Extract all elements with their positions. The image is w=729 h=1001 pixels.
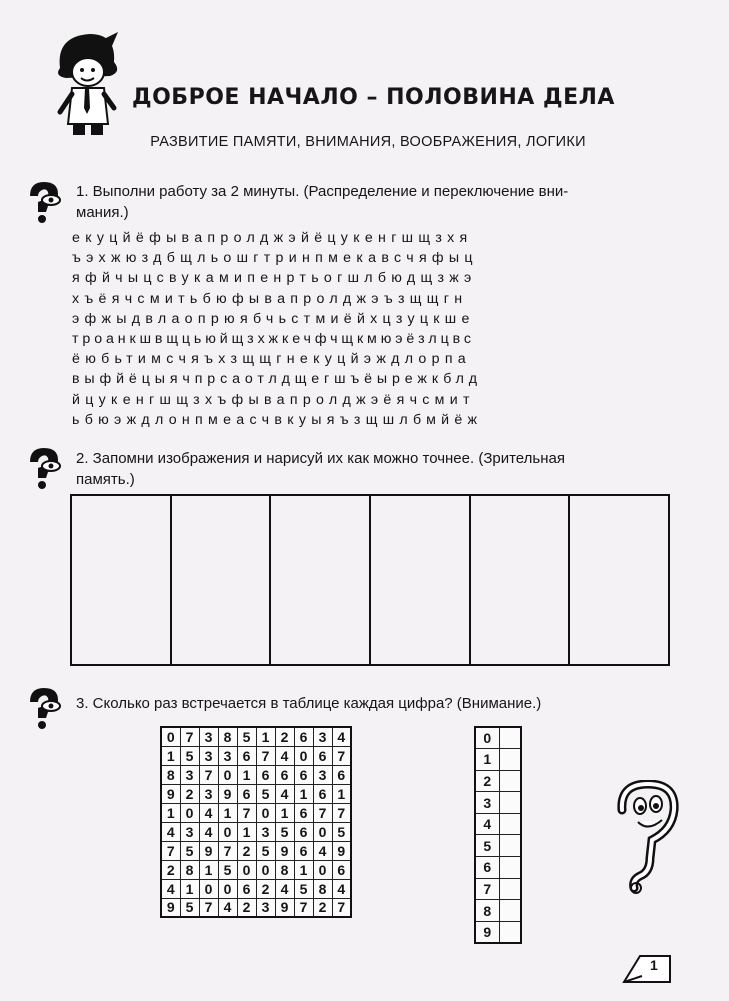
digit-label: 0	[475, 727, 499, 749]
digit-cell: 2	[180, 784, 199, 803]
digit-cell: 7	[313, 803, 332, 822]
digit-cell: 6	[332, 860, 351, 879]
digit-cell: 6	[294, 841, 313, 860]
digit-cell: 5	[180, 746, 199, 765]
digit-label: 3	[475, 792, 499, 814]
letter-row: ьбюэждлонпмеасчвкуыяъзщшлбмйёж	[72, 411, 483, 428]
task-2-instruction	[76, 448, 676, 490]
digit-cell: 3	[313, 765, 332, 784]
count-row	[475, 835, 521, 857]
digit-cell: 8	[180, 860, 199, 879]
digit-cell: 2	[237, 898, 256, 917]
digit-label: 5	[475, 835, 499, 857]
digit-cell: 3	[218, 746, 237, 765]
digit-cell: 6	[294, 765, 313, 784]
digit-row	[161, 803, 351, 822]
digit-cell: 7	[294, 898, 313, 917]
digit-cell: 6	[237, 746, 256, 765]
digit-cell: 4	[313, 841, 332, 860]
digit-cell: 9	[161, 784, 180, 803]
digit-cell: 0	[256, 860, 275, 879]
digit-cell: 1	[218, 803, 237, 822]
letter-row: екуцйёфывапролджэйёцукенгшщзхя	[72, 230, 473, 246]
digit-row	[161, 860, 351, 879]
digit-cell: 4	[332, 727, 351, 746]
digit-cell: 4	[275, 784, 294, 803]
letter-row: хъёячсмитьбюфывапролджэъзщщгн	[72, 290, 468, 307]
digit-count-table	[474, 726, 522, 944]
digit-cell: 0	[256, 803, 275, 822]
digit-cell: 0	[218, 879, 237, 898]
digit-row	[161, 879, 351, 898]
drawing-boxes	[70, 494, 670, 666]
question-eye-icon	[24, 180, 64, 224]
digit-cell: 9	[218, 784, 237, 803]
count-row	[475, 792, 521, 814]
digit-cell: 7	[199, 765, 218, 784]
task-2-line-1: 2. Запомни изображения и нарисуй их как можно точнее. (Зрительная	[76, 450, 565, 467]
digit-cell: 0	[237, 860, 256, 879]
digit-cell: 5	[180, 898, 199, 917]
digit-row	[161, 784, 351, 803]
count-answer-cell[interactable]	[499, 813, 521, 835]
digit-cell: 8	[275, 860, 294, 879]
question-character-icon	[612, 780, 682, 896]
digit-cell: 6	[332, 765, 351, 784]
digit-label: 7	[475, 878, 499, 900]
count-answer-cell[interactable]	[499, 921, 521, 943]
count-row	[475, 813, 521, 835]
digit-cell: 2	[161, 860, 180, 879]
digit-cell: 0	[218, 822, 237, 841]
count-answer-cell[interactable]	[499, 900, 521, 922]
digit-cell: 7	[332, 803, 351, 822]
digit-cell: 7	[332, 746, 351, 765]
digit-cell: 5	[294, 879, 313, 898]
drawing-box[interactable]	[172, 496, 272, 664]
count-answer-cell[interactable]	[499, 878, 521, 900]
digit-cell: 0	[294, 746, 313, 765]
digit-cell: 5	[275, 822, 294, 841]
digit-cell: 5	[256, 841, 275, 860]
digit-cell: 7	[332, 898, 351, 917]
digit-cell: 5	[256, 784, 275, 803]
digit-cell: 1	[199, 860, 218, 879]
digit-cell: 4	[218, 898, 237, 917]
digit-cell: 6	[237, 784, 256, 803]
digit-label: 2	[475, 770, 499, 792]
digit-row	[161, 841, 351, 860]
letter-row: выфйёцыячпрсаотлдщегшъёырежкблд	[72, 371, 482, 388]
digit-row	[161, 765, 351, 784]
digit-cell: 8	[161, 765, 180, 784]
drawing-box[interactable]	[471, 496, 571, 664]
digit-cell: 4	[161, 822, 180, 841]
drawing-box[interactable]	[72, 496, 172, 664]
digit-cell: 6	[313, 784, 332, 803]
letter-row: ёюбьтимсчяъхзщщгнекуцйэждлорпа	[72, 351, 471, 368]
letter-row: яфйчыцсвукамипенртьогшлбюдщзжэ	[72, 270, 477, 287]
count-answer-cell[interactable]	[499, 749, 521, 771]
digit-cell: 1	[161, 746, 180, 765]
digit-cell: 1	[237, 822, 256, 841]
digit-cell: 1	[161, 803, 180, 822]
digit-cell: 0	[313, 860, 332, 879]
digit-cell: 4	[161, 879, 180, 898]
digit-cell: 1	[237, 765, 256, 784]
digit-cell: 5	[237, 727, 256, 746]
digit-cell: 7	[180, 727, 199, 746]
digit-row	[161, 898, 351, 917]
count-row	[475, 770, 521, 792]
digit-cell: 1	[256, 727, 275, 746]
digit-cell: 2	[256, 879, 275, 898]
count-row	[475, 857, 521, 879]
digit-cell: 9	[275, 841, 294, 860]
digit-label: 9	[475, 921, 499, 943]
digit-cell: 0	[313, 822, 332, 841]
digit-cell: 0	[218, 765, 237, 784]
count-row	[475, 878, 521, 900]
page-number-flag	[622, 952, 672, 986]
digit-cell: 4	[275, 746, 294, 765]
task-1-line-1: 1. Выполни работу за 2 минуты. (Распределение и переключение вни-	[76, 183, 569, 200]
digit-cell: 5	[180, 841, 199, 860]
question-eye-icon	[24, 686, 64, 730]
digit-cell: 2	[313, 898, 332, 917]
question-eye-icon	[24, 446, 64, 490]
digit-cell: 9	[199, 841, 218, 860]
digit-cell: 3	[256, 898, 275, 917]
digit-cell: 3	[180, 765, 199, 784]
page-title: ДОБРОЕ НАЧАЛО – ПОЛОВИНА ДЕЛА	[132, 85, 615, 110]
count-answer-cell[interactable]	[499, 770, 521, 792]
digit-cell: 6	[237, 879, 256, 898]
count-row	[475, 921, 521, 943]
digit-cell: 2	[237, 841, 256, 860]
digit-row	[161, 822, 351, 841]
digit-cell: 6	[313, 746, 332, 765]
digit-label: 6	[475, 857, 499, 879]
boy-mascot-icon	[52, 28, 122, 138]
digit-cell: 1	[294, 784, 313, 803]
digit-cell: 1	[180, 879, 199, 898]
digit-cell: 6	[275, 765, 294, 784]
digit-cell: 9	[161, 898, 180, 917]
task-3-instruction: 3. Сколько раз встречается в таблице каждая цифра? (Внимание.)	[76, 695, 542, 712]
count-answer-cell[interactable]	[499, 727, 521, 749]
task-1-line-2: мания.)	[76, 204, 129, 221]
digit-cell: 6	[294, 727, 313, 746]
count-answer-cell[interactable]	[499, 857, 521, 879]
digit-cell: 8	[218, 727, 237, 746]
digit-cell: 7	[218, 841, 237, 860]
drawing-box[interactable]	[570, 496, 668, 664]
drawing-box[interactable]	[371, 496, 471, 664]
digit-cell: 4	[199, 822, 218, 841]
digit-cell: 3	[313, 727, 332, 746]
digit-cell: 3	[199, 727, 218, 746]
digit-cell: 3	[256, 822, 275, 841]
count-row	[475, 727, 521, 749]
page-number: 1	[650, 957, 658, 973]
digit-cell: 2	[275, 727, 294, 746]
digit-cell: 7	[199, 898, 218, 917]
digit-cell: 5	[332, 822, 351, 841]
digit-cell: 0	[180, 803, 199, 822]
digit-cell: 9	[275, 898, 294, 917]
digit-cell: 8	[313, 879, 332, 898]
letter-row: троанкшвщцьюйщзхжкечфчщкмюэёзлцвс	[72, 330, 475, 347]
digit-cell: 1	[275, 803, 294, 822]
digit-cell: 3	[199, 746, 218, 765]
digit-cell: 4	[275, 879, 294, 898]
letter-row: йцукенгшщзхъфывапролджэёячсмит	[72, 391, 475, 408]
task-2-line-2: память.)	[76, 471, 135, 488]
count-row	[475, 900, 521, 922]
digit-label: 4	[475, 813, 499, 835]
drawing-box[interactable]	[271, 496, 371, 664]
count-row	[475, 749, 521, 771]
digit-cell: 4	[199, 803, 218, 822]
digit-cell: 5	[218, 860, 237, 879]
digit-cell: 3	[199, 784, 218, 803]
count-answer-cell[interactable]	[499, 792, 521, 814]
digit-cell: 6	[294, 803, 313, 822]
letter-row: ъэхжюздбщльошгтринпмекавсчяфыц	[72, 250, 478, 267]
digit-label: 8	[475, 900, 499, 922]
task-1-instruction	[76, 181, 676, 223]
digit-cell: 6	[256, 765, 275, 784]
digit-cell: 4	[332, 879, 351, 898]
digit-cell: 0	[199, 879, 218, 898]
digit-cell: 3	[180, 822, 199, 841]
digit-table	[160, 726, 352, 918]
digit-cell: 0	[161, 727, 180, 746]
letter-row: эфжыдвлаопрюябчьстмиёйхцзуцкше	[72, 310, 475, 327]
count-answer-cell[interactable]	[499, 835, 521, 857]
digit-row	[161, 727, 351, 746]
page-subtitle: РАЗВИТИЕ ПАМЯТИ, ВНИМАНИЯ, ВООБРАЖЕНИЯ, ЛОГИКИ	[150, 134, 586, 150]
digit-row	[161, 746, 351, 765]
digit-cell: 1	[332, 784, 351, 803]
digit-cell: 6	[294, 822, 313, 841]
digit-cell: 7	[256, 746, 275, 765]
digit-cell: 7	[237, 803, 256, 822]
digit-cell: 7	[161, 841, 180, 860]
digit-label: 1	[475, 749, 499, 771]
digit-cell: 1	[294, 860, 313, 879]
letter-grid	[72, 228, 672, 430]
digit-cell: 9	[332, 841, 351, 860]
